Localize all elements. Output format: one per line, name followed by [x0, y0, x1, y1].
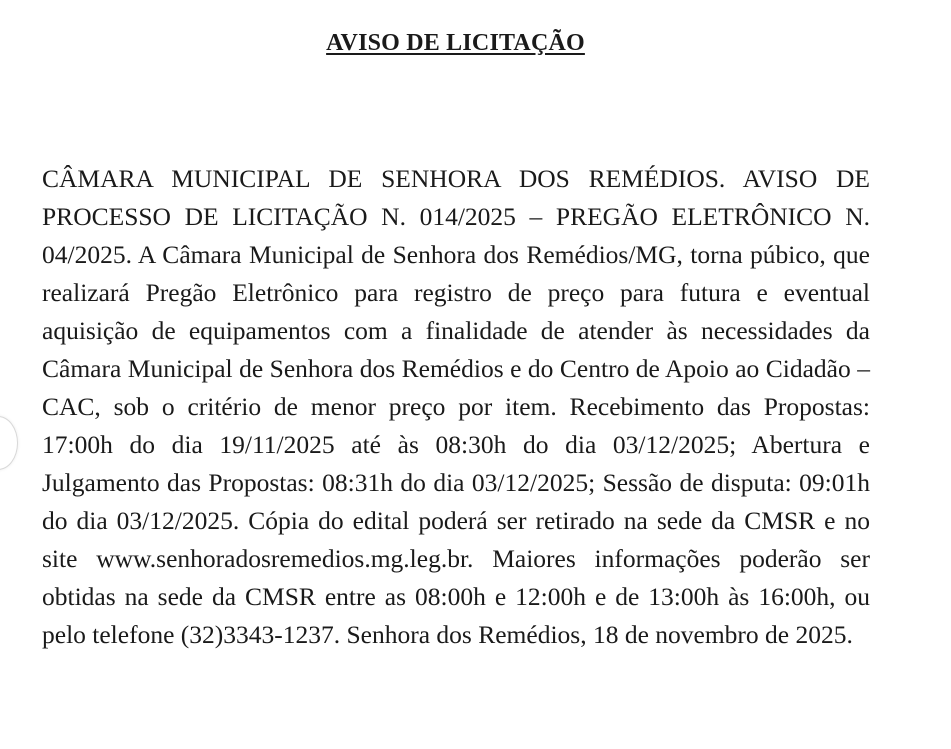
document-body: CÂMARA MUNICIPAL DE SENHORA DOS REMÉDIOS. AVISO DE PROCESSO DE LICITAÇÃO N. 014/2025 – PREGÃO ELETRÔNICO N. 04/2025. A Câmara Municipal de Senhora dos Remédios/MG, torna púbico, que realizará Pregão Eletrônico para registro de preço para futura e eventual aquisição de equipamentos com a finalidade de atender às necessidades da Câmara Municipal de Senhora dos Remédios e do Centro de Apoio ao Cidadão – CAC, sob o critério de menor preço por item. Recebimento das Propostas: 17:00h do dia 19/11/2025 até às 08:30h do dia 03/12/2025; Abertura e Julgamento das Propostas: 08:31h do dia 03/12/2025; Sessão de disputa: 09:01h do dia 03/12/2025. Cópia do edital poderá ser retirado na sede da CMSR e no site www.senhoradosremedios.mg.leg.br. Maiores informações poderão ser obtidas na sede da CMSR entre as 08:00h e 12:00h e de 13:00h às 16:00h, ou pelo telefone (32)3343-1237. Senhora dos Remédios, 18 de novembro de 2025.	[42, 164, 870, 649]
document-title: AVISO DE LICITAÇÃO	[326, 30, 585, 56]
side-scroll-handle[interactable]	[0, 416, 18, 470]
